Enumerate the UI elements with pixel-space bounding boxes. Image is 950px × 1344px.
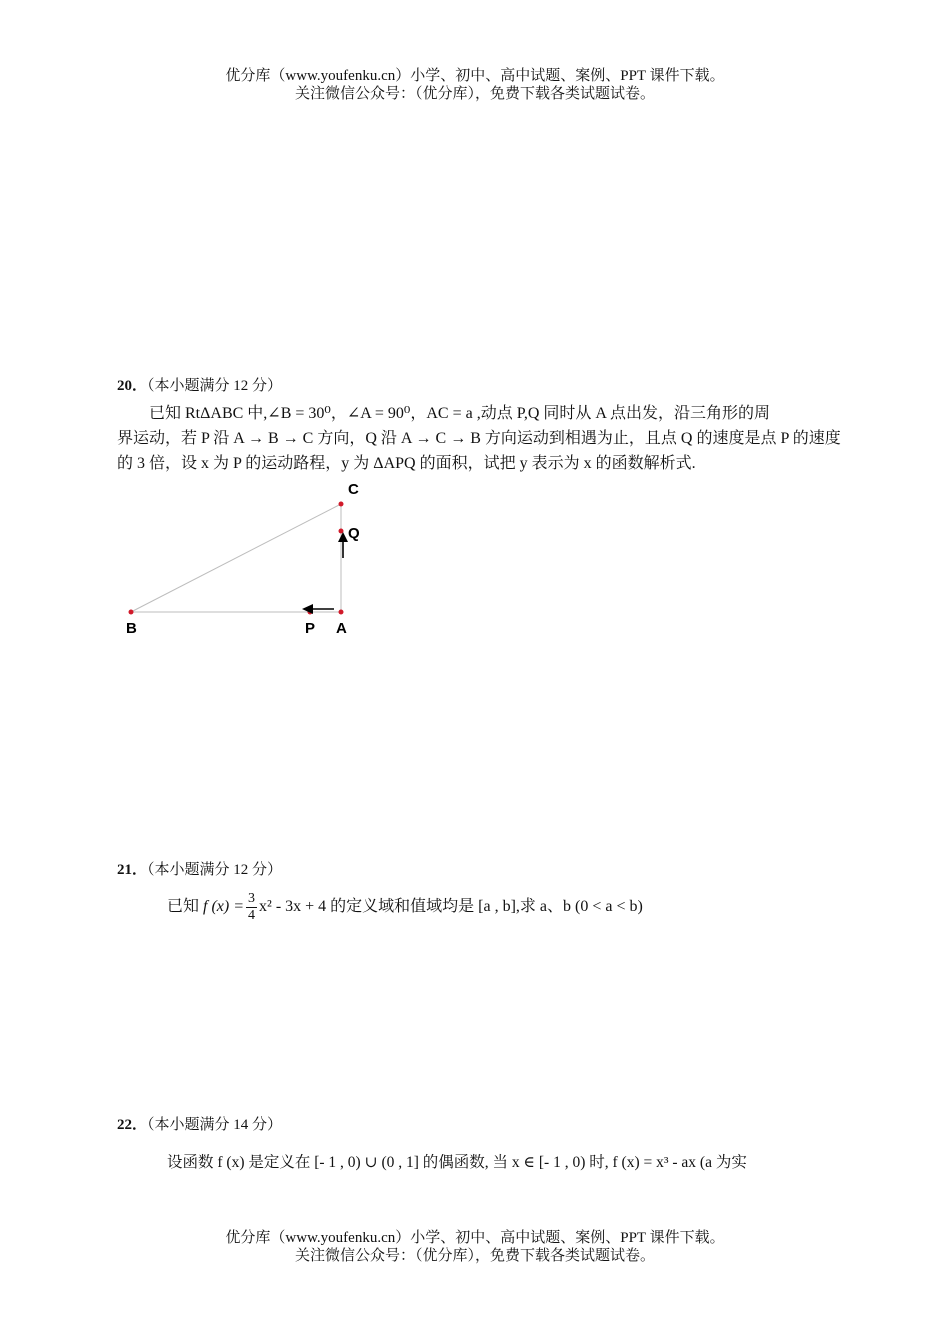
question-20-line-3: 的 3 倍，设 x 为 P 的运动路程，y 为 ΔAPQ 的面积，试把 y 表示为 x 的函数解析式.: [117, 455, 696, 472]
question-21-number: 21．: [117, 862, 148, 878]
header-line-2: 关注微信公众号：（优分库），免费下载各类试题试卷。: [294, 86, 655, 102]
header-line-1: 优分库（www.youfenku.cn）小学、初中、高中试题、案例、PPT 课件下载。: [225, 68, 725, 84]
label-a: A: [336, 620, 347, 637]
question-20-body: [117, 401, 857, 476]
question-21-fx: f (x) =: [203, 898, 245, 916]
page-header: [0, 67, 950, 103]
question-20-heading: [117, 374, 857, 395]
label-p: P: [305, 620, 316, 637]
label-c: C: [348, 481, 359, 498]
segment-bc: [131, 504, 341, 612]
point-b: [129, 610, 134, 615]
question-21-pre: 已知: [167, 898, 204, 916]
question-20-line-1: 已知 RtΔABC 中,∠B = 30⁰，∠A = 90⁰，AC = a ,动点 P,Q 同时从 A 点出发，沿三角形的周: [149, 405, 771, 422]
question-20: [117, 374, 857, 476]
question-21-heading: [117, 858, 857, 879]
question-21-points: （本小题满分 12 分）: [147, 862, 283, 878]
arrow-up-icon: [338, 532, 348, 558]
question-20-points: （本小题满分 12 分）: [147, 378, 283, 394]
question-21-fraction: [246, 891, 257, 924]
fraction-denominator: 4: [248, 908, 256, 923]
question-21-post: x² - 3x + 4 的定义域和值域均是 [a , b],求 a、b (0 < a < b): [259, 898, 643, 916]
question-22-body: 设函数 f (x) 是定义在 [- 1 , 0) ∪ (0 , 1] 的偶函数, 当 x ∈ [- 1 , 0) 时, f (x) = x³ - ax (a 为实: [167, 1154, 747, 1171]
question-20-line-2: 界运动，若 P 沿 A → B → C 方向，Q 沿 A → C → B 方向运动到相遇为止，且点 Q 的速度是点 P 的速度: [117, 430, 841, 447]
point-a: [339, 610, 344, 615]
question-22-number: 22．: [117, 1117, 148, 1133]
question-20-number: 20．: [117, 378, 148, 394]
footer-line-2: 关注微信公众号：（优分库），免费下载各类试题试卷。: [294, 1248, 655, 1264]
question-22-points: （本小题满分 14 分）: [147, 1117, 283, 1133]
question-21: [117, 858, 857, 924]
question-22-heading: [117, 1113, 857, 1134]
point-c: [339, 502, 344, 507]
label-b: B: [126, 620, 137, 637]
triangle-figure: [0, 470, 950, 650]
footer-line-1: 优分库（www.youfenku.cn）小学、初中、高中试题、案例、PPT 课件下载。: [225, 1230, 725, 1246]
label-q: Q: [348, 525, 360, 542]
page-footer: [0, 1229, 950, 1265]
question-22: [117, 1113, 857, 1172]
fraction-numerator: 3: [248, 891, 256, 906]
question-21-body: [167, 891, 857, 924]
